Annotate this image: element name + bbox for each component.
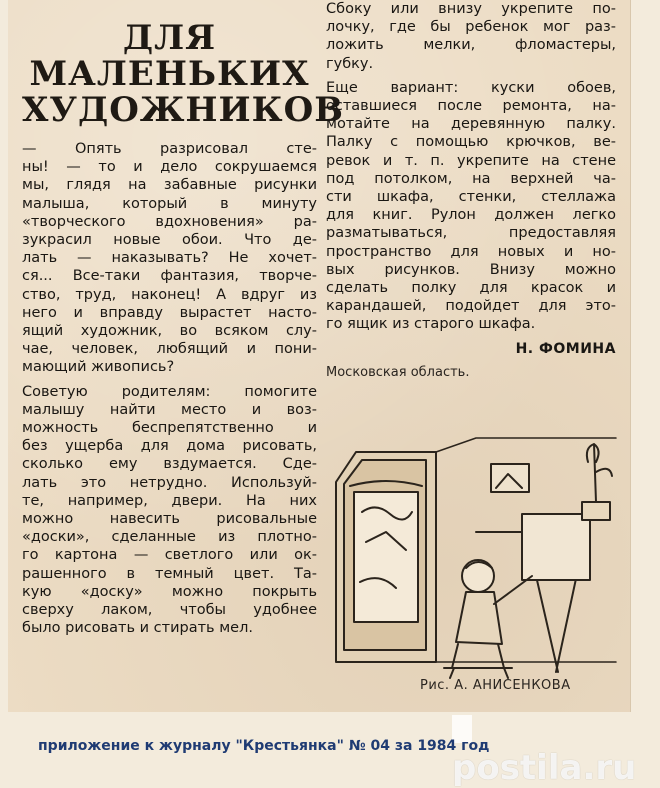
text-line: губку. <box>326 55 374 72</box>
text-line: сверху лаком, чтобы удобнее <box>22 602 317 619</box>
text-line: сколько ему вздумается. Сде- <box>22 456 317 473</box>
text-line: ны! — то и дело сокрушаемся <box>22 159 317 176</box>
text-line: вых рисунков. Внизу можно <box>326 261 616 278</box>
text-line: «творческого вдохновения» ра- <box>22 213 317 230</box>
text-line: ложить мелки, фломастеры, <box>326 37 616 54</box>
text-line: — Опять разрисовал сте- <box>22 141 317 157</box>
stool <box>444 668 512 678</box>
paragraph-2 <box>22 383 317 638</box>
text-line: него и вправду вырастет насто- <box>22 304 317 321</box>
text-line: ящий художник, во всяком слу- <box>22 323 317 340</box>
text-line: мы, глядя на забавные рисунки <box>22 177 317 194</box>
right-column <box>326 0 616 382</box>
left-column-text <box>22 140 317 637</box>
text-line: рашенного в темный цвет. Та- <box>22 565 317 582</box>
text-line: го картона — светлого или ок- <box>22 547 317 564</box>
left-column <box>22 18 344 643</box>
text-line: лочку, где бы ребенок мог раз- <box>326 19 616 36</box>
paragraph-1 <box>22 140 317 377</box>
title-line: МАЛЕНЬКИХ <box>29 54 310 94</box>
text-line: ся... Все-таки фантазия, творче- <box>22 268 317 285</box>
text-line: кую «доску» можно покрыть <box>22 583 317 600</box>
text-line: можно навесить рисовальные <box>22 511 317 528</box>
text-line: пространство для новых и но- <box>326 243 616 260</box>
text-line: под потолком, на верхней ча- <box>326 170 616 187</box>
text-line: было рисовать и стирать мел. <box>22 620 253 637</box>
text-line: можность беспрепятственно и <box>22 420 317 437</box>
text-line: те, например, двери. На них <box>22 492 317 509</box>
author-signature: Н. ФОМИНА <box>515 340 616 357</box>
text-line: мотайте на деревянную палку. <box>326 116 616 133</box>
text-line: без ущерба для дома рисовать, <box>22 438 317 455</box>
easel-board <box>522 514 590 580</box>
text-line: го ящик из старого шкафа. <box>326 316 536 333</box>
text-line: зукрасил новые обои. Что де- <box>22 232 317 249</box>
title-line: ДЛЯ <box>122 18 217 58</box>
child-body <box>456 592 502 644</box>
text-line: мающий живопись? <box>22 359 175 376</box>
publication-note: приложение к журналу "Крестьянка" № 04 за 1984 год <box>38 738 490 754</box>
text-line: Сбоку или внизу укрепите по- <box>326 1 616 17</box>
text-line: сделать полку для красок и <box>326 280 616 297</box>
text-line: Советую родителям: помогите <box>22 383 317 400</box>
text-line: карандашей, подойдет для это- <box>326 298 616 315</box>
text-line: для книг. Рулон должен легко <box>326 207 616 224</box>
text-line: малышу найти место и воз- <box>22 401 317 418</box>
paragraph-3 <box>326 0 616 73</box>
text-line: лать — наказывать? Не хочет- <box>22 250 317 267</box>
plant-icon <box>587 444 612 502</box>
text-line: чае, человек, любящий и пони- <box>22 341 317 358</box>
watermark-text: postila.ru <box>452 748 637 788</box>
illustration <box>326 422 616 678</box>
paragraph-4 <box>326 79 616 334</box>
text-line: Палку с помощью крючков, ве- <box>326 134 616 151</box>
text-line: ство, труд, наконец! А вдруг из <box>22 286 317 303</box>
text-line: Еще вариант: куски обоев, <box>326 79 616 96</box>
title-line: ХУДОЖНИКОВ <box>22 90 344 130</box>
text-line: оставшиеся после ремонта, на- <box>326 98 616 115</box>
text-line: «доски», сделанные из плотно- <box>22 529 317 546</box>
text-line: ревок и т. п. укрепите на стене <box>326 152 616 169</box>
text-line: малыша, который в минуту <box>22 195 317 212</box>
article-title <box>22 18 344 130</box>
right-column-text <box>326 0 616 382</box>
text-line: разматываться, предоставляя <box>326 225 616 242</box>
child-arm <box>494 576 532 604</box>
text-line: сти шкафа, стенки, стеллажа <box>326 189 616 206</box>
author-region: Московская область. <box>326 364 470 380</box>
text-line: лать это нетрудно. Используй- <box>22 474 317 491</box>
illustration-caption: Рис. А. АНИСЕНКОВА <box>420 678 571 693</box>
